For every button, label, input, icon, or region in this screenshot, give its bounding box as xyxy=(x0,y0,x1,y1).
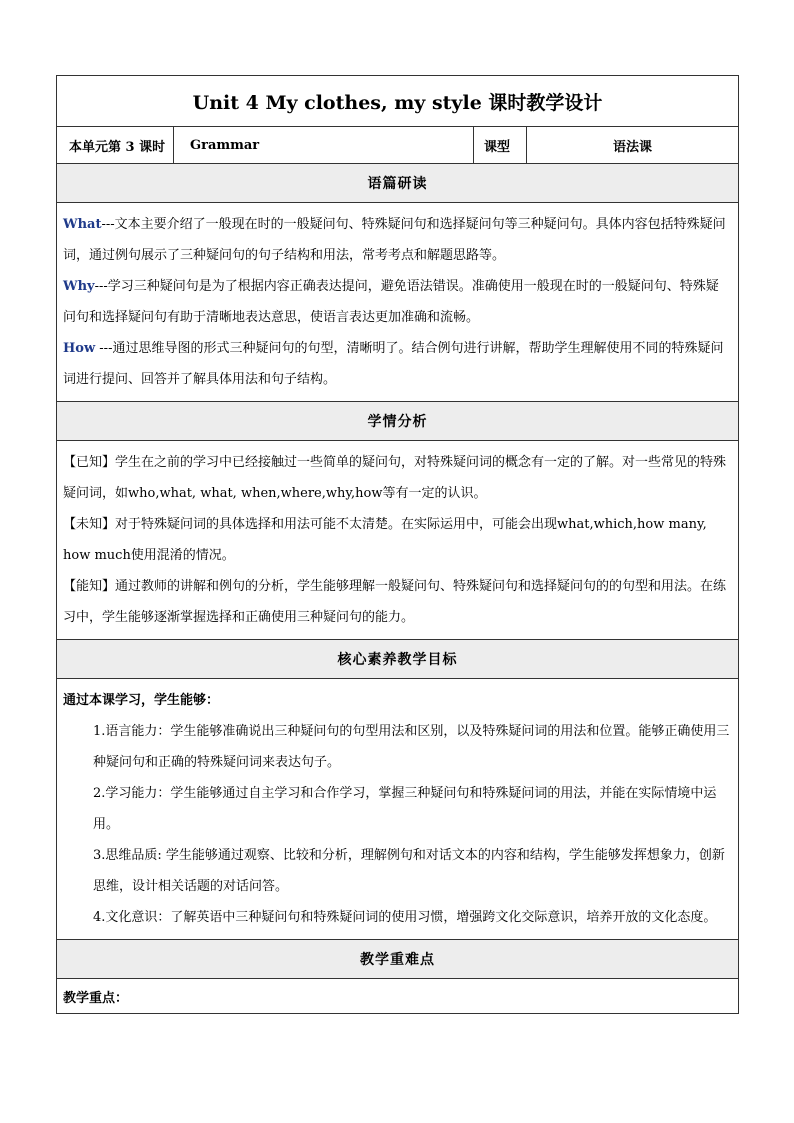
section-heading-goals: 核心素养教学目标 xyxy=(57,640,739,679)
goal-item: 2.学习能力：学生能够通过自主学习和合作学习，掌握三种疑问句和特殊疑问词的用法，并能在实际情境中运用。 xyxy=(93,786,717,832)
lesson-plan-table xyxy=(56,75,739,1014)
meta-row xyxy=(57,127,739,164)
known-paragraph: 【已知】学生在之前的学习中已经接触过一些简单的疑问句，对特殊疑问词的概念有一定的了解。对一些常见的特殊疑问词，如who,what, what, when,where,why,how等有一定的认识。 xyxy=(63,455,727,501)
section-heading-key-points: 教学重难点 xyxy=(57,940,739,979)
learner-analysis-content xyxy=(57,441,739,640)
section-heading-learner-analysis: 学情分析 xyxy=(57,402,739,441)
how-label: How xyxy=(63,341,96,356)
how-paragraph xyxy=(63,333,730,395)
why-text: ---学习三种疑问句是为了根据内容正确表达提问，避免语法错误。准确使用一般现在时的一般疑问句、特殊疑问句和选择疑问句有助于清晰地表达意思，使语言表达更加准确和流畅。 xyxy=(63,279,719,325)
what-label: What xyxy=(63,217,102,232)
able-paragraph: 【能知】通过教师的讲解和例句的分析，学生能够理解一般疑问句、特殊疑问句和选择疑问句的的句型和用法。在练习中，学生能够逐渐掌握选择和正确使用三种疑问句的能力。 xyxy=(63,579,727,625)
section-heading-text-study: 语篇研读 xyxy=(57,164,739,203)
why-label: Why xyxy=(63,279,95,294)
goal-item: 4.文化意识：了解英语中三种疑问句和特殊疑问词的使用习惯，增强跨文化交际意识，培养开放的文化态度。 xyxy=(93,910,717,925)
goals-content xyxy=(57,679,739,940)
lesson-type-value: 语法课 xyxy=(527,127,739,164)
what-text: ---文本主要介绍了一般现在时的一般疑问句、特殊疑问句和选择疑问句等三种疑问句。具体内容包括特殊疑问词，通过例句展示了三种疑问句的句子结构和用法，常考考点和解题思路等。 xyxy=(63,217,726,263)
how-text: ---通过思维导图的形式三种疑问句的句型，清晰明了。结合例句进行讲解，帮助学生理解使用不同的特殊疑问词进行提问、回答并了解具体用法和句子结构。 xyxy=(63,341,724,387)
lesson-number: 本单元第 3 课时 xyxy=(57,127,174,164)
lesson-type-label: 课型 xyxy=(474,127,527,164)
page-title: Unit 4 My clothes, my style 课时教学设计 xyxy=(57,76,739,127)
teaching-focus-label: 教学重点： xyxy=(57,979,739,1014)
goal-item: 1.语言能力：学生能够准确说出三种疑问句的句型用法和区别，以及特殊疑问词的用法和位置。能够正确使用三种疑问句和正确的特殊疑问词来表达句子。 xyxy=(93,724,730,770)
goal-item: 3.思维品质: 学生能够通过观察、比较和分析，理解例句和对话文本的内容和结构，学生能够发挥想象力，创新思维，设计相关话题的对话问答。 xyxy=(93,848,725,894)
text-study-content xyxy=(57,203,739,402)
why-paragraph xyxy=(63,271,730,333)
goals-intro: 通过本课学习，学生能够： xyxy=(63,693,220,708)
lesson-topic: Grammar xyxy=(174,127,474,164)
what-paragraph xyxy=(63,209,730,271)
unknown-paragraph: 【未知】对于特殊疑问词的具体选择和用法可能不太清楚。在实际运用中，可能会出现what,which,how many, how much使用混淆的情况。 xyxy=(63,517,707,563)
